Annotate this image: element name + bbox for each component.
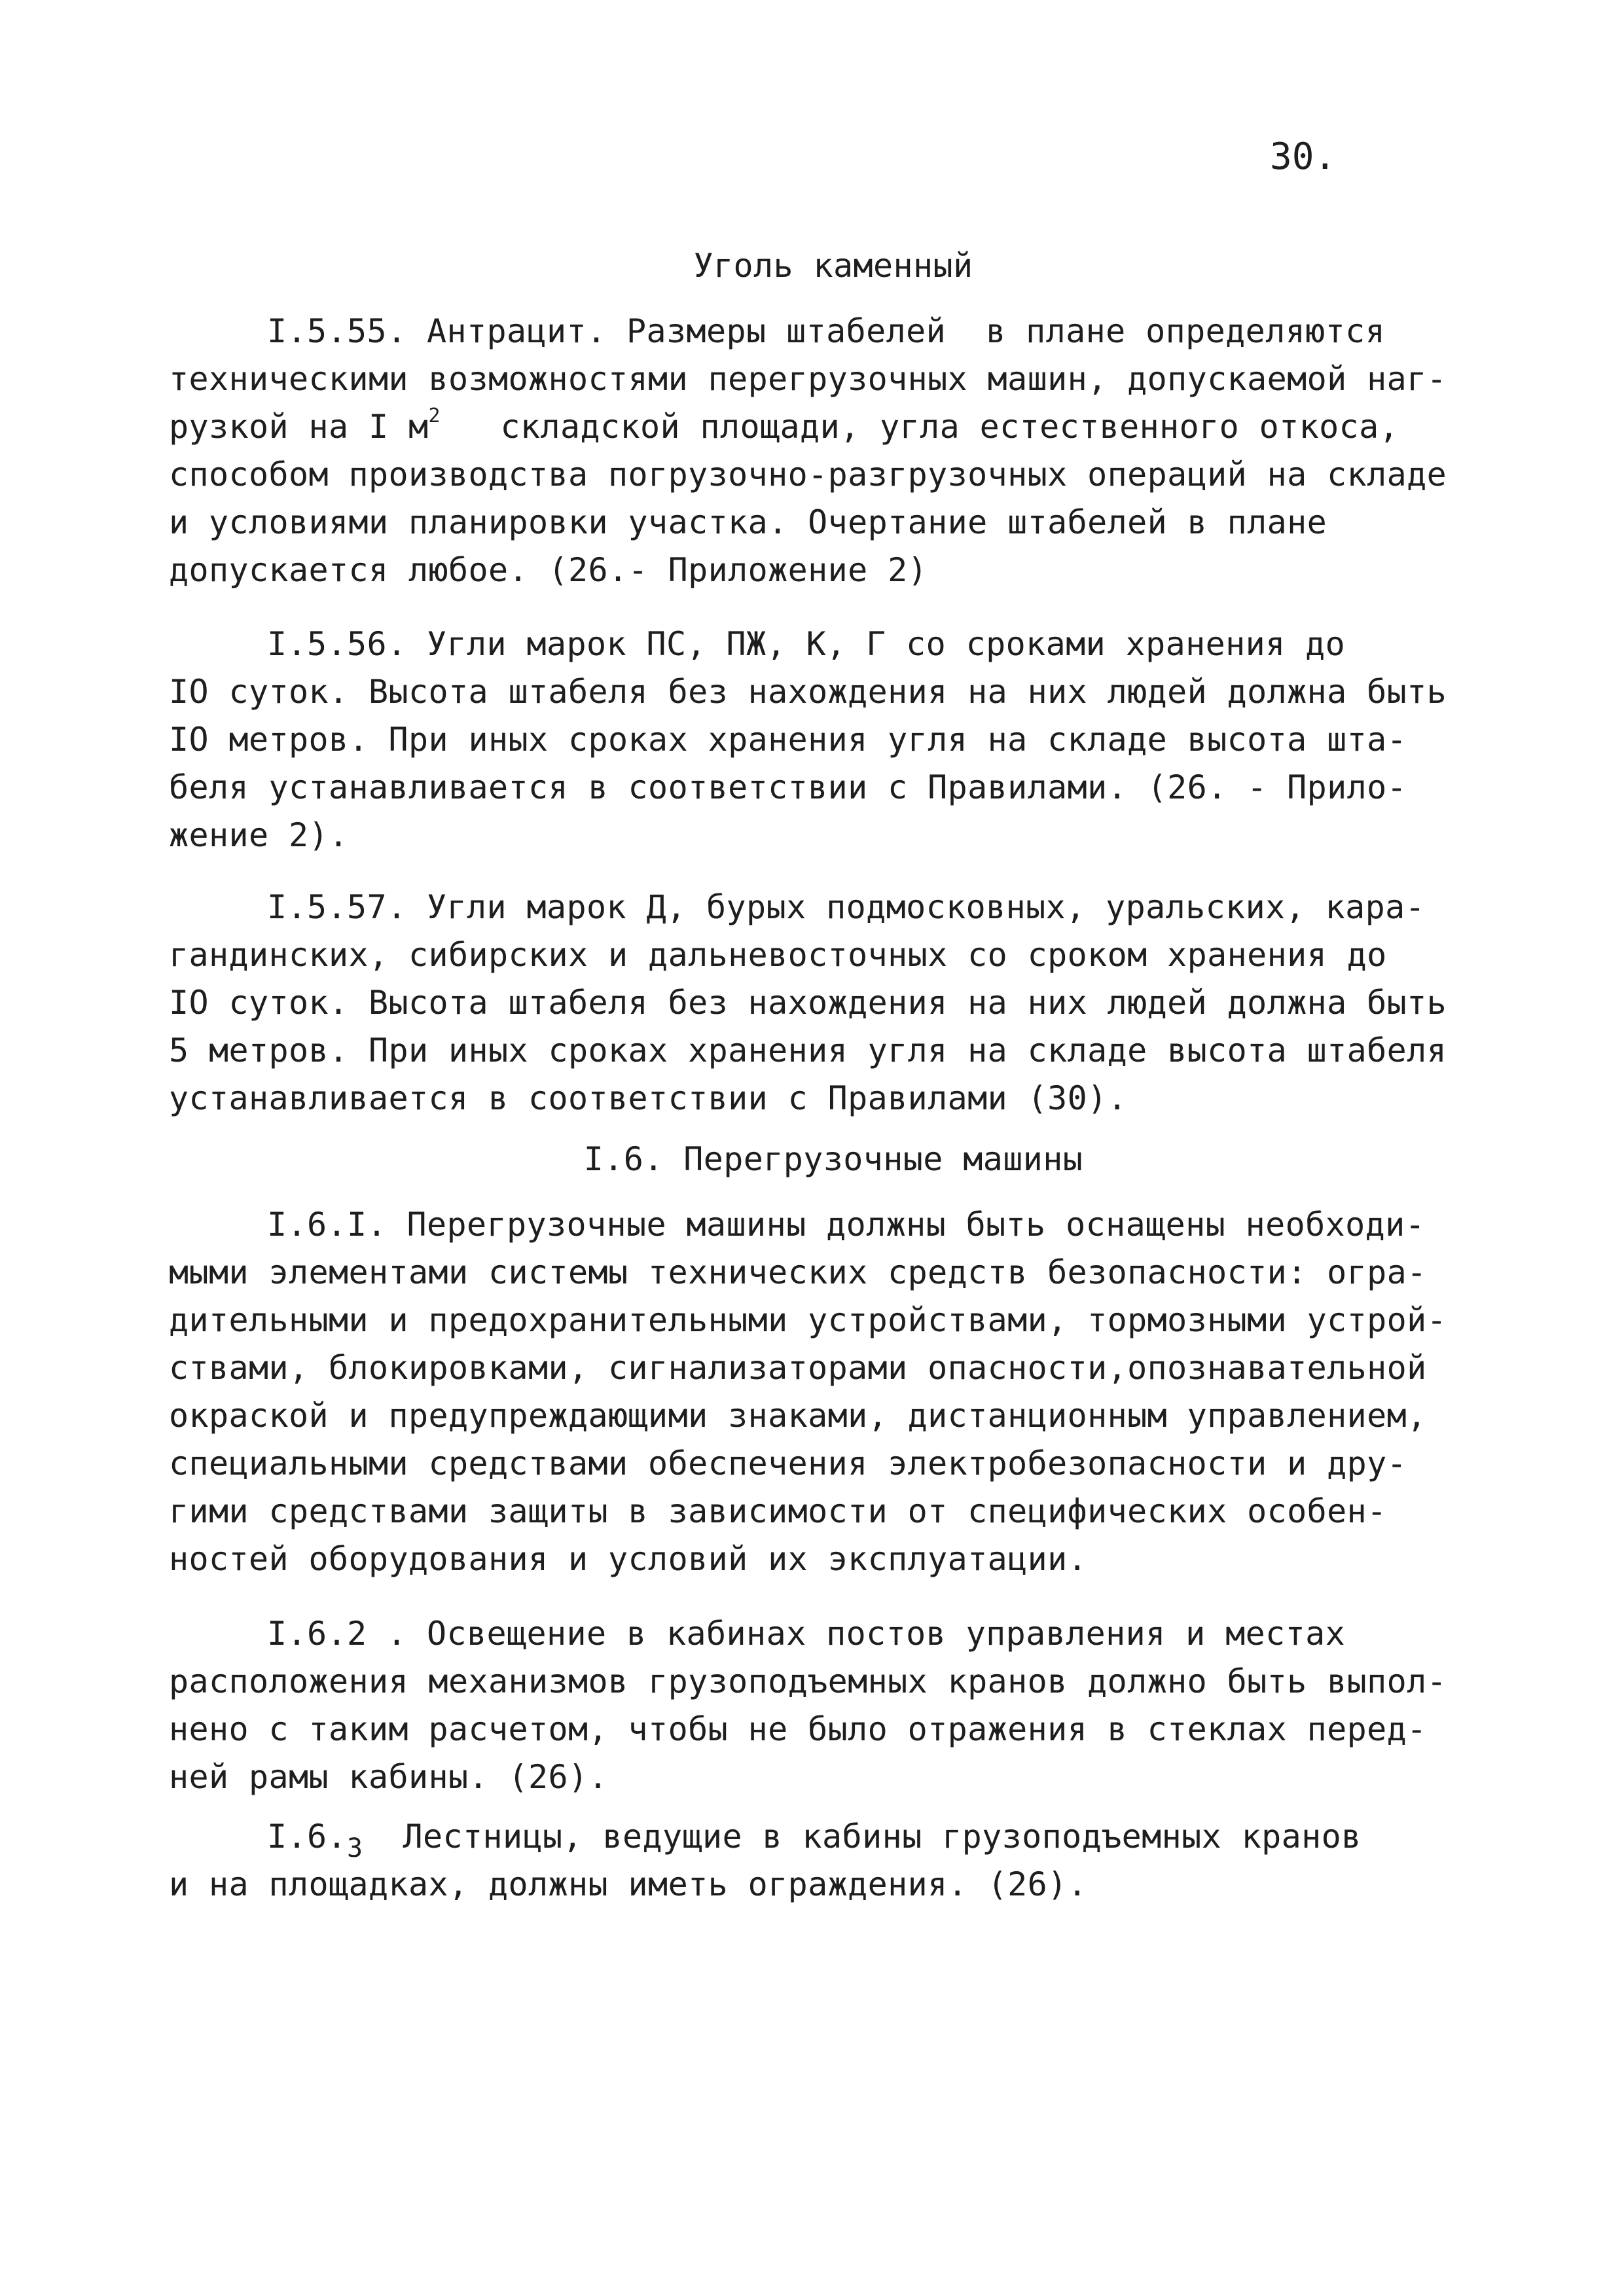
paragraph-line: ствами, блокировками, сигнализаторами опасности,опознавательной [169, 1349, 1427, 1387]
paragraph-1-6-1 [169, 1201, 1498, 1583]
paragraph-line: и на площадках, должны иметь ограждения. (26). [169, 1865, 1088, 1903]
paragraph-line: гандинских, сибирских и дальневосточных со сроком хранения до [169, 936, 1387, 974]
paragraph-line: беля устанавливается в соответствии с Правилами. (26. - Прило- [169, 768, 1407, 806]
paragraph-line: IO метров. При иных сроках хранения угля на складе высота шта- [169, 721, 1407, 759]
paragraph-line: мыми элементами системы технических средств безопасности: огра- [169, 1253, 1427, 1291]
paragraph-line: нено с таким расчетом, чтобы не было отражения в стеклах перед- [169, 1710, 1427, 1748]
paragraph-line: допускается любое. (26.- Приложение 2) [169, 551, 928, 589]
page-number: 30. [1270, 135, 1337, 178]
paragraph-1-5-57 [169, 884, 1498, 1122]
paragraph-line: окраской и предупреждающими знаками, дистанционным управлением, [169, 1397, 1427, 1435]
paragraph-line: гими средствами защиты в зависимости от специфических особен- [169, 1492, 1387, 1530]
paragraph-line: устанавливается в соответствии с Правилами (30). [169, 1079, 1128, 1117]
section-heading-machines: I.6. Перегрузочные машины [583, 1140, 1083, 1178]
paragraph-line: I.6.I. Перегрузочные машины должны быть оснащены необходи- [267, 1206, 1426, 1244]
subscript-number: 3 [347, 1833, 363, 1863]
paragraph-line: I.6.2 . Освещение в кабинах постов управления и местах [267, 1615, 1346, 1653]
text-fragment: рузкой на I м [169, 408, 429, 446]
section-heading-coal: Уголь каменный [693, 247, 973, 285]
paragraph-line: расположения механизмов грузоподъемных кранов должно быть выпол- [169, 1662, 1447, 1700]
paragraph-1-5-55 [169, 308, 1498, 594]
paragraph-line: дительными и предохранительными устройствами, тормозными устрой- [169, 1301, 1447, 1339]
paragraph-line: 5 метров. При иных сроках хранения угля на складе высота штабеля [169, 1031, 1447, 1069]
paragraph-line: I.5.56. Угли марок ПС, ПЖ, К, Г со сроками хранения до [267, 625, 1346, 663]
paragraph-line: и условиями планировки участка. Очертание штабелей в плане [169, 503, 1327, 541]
paragraph-line: I.5.57. Угли марок Д, бурых подмосковных, уральских, кара- [267, 888, 1426, 926]
text-fragment: складской площади, угла естественного откоса, [441, 408, 1399, 446]
paragraph-line: ностей оборудования и условий их эксплуатации. [169, 1540, 1088, 1578]
paragraph-line: техническими возможностями перегрузочных машин, допускаемой наг- [169, 360, 1447, 398]
paragraph-1-5-56 [169, 620, 1498, 859]
paragraph-1-6-3 [169, 1813, 1498, 1909]
machines-heading-block [169, 1136, 1498, 1183]
text-fragment: I.6. [267, 1818, 348, 1856]
paragraph-line: I.5.55. Антрацит. Размеры штабелей в плане определяются [267, 312, 1386, 350]
paragraph-line: ней рамы кабины. (26). [169, 1758, 609, 1796]
paragraph-line [169, 403, 1498, 451]
superscript-square: 2 [428, 404, 441, 427]
paragraph-line: IO суток. Высота штабеля без нахождения на них людей должна быть [169, 984, 1447, 1022]
paragraph-line [169, 1813, 1498, 1861]
paragraph-line: жение 2). [169, 816, 349, 854]
paragraph-line: специальными средствами обеспечения электробезопасности и дру- [169, 1444, 1407, 1482]
paragraph-line: способом производства погрузочно-разгрузочных операций на складе [169, 456, 1447, 493]
coal-heading-block [169, 242, 1498, 290]
text-fragment: Лестницы, ведущие в кабины грузоподъемных кранов [363, 1818, 1362, 1856]
paragraph-1-6-2 [169, 1610, 1498, 1801]
paragraph-line: IO суток. Высота штабеля без нахождения на них людей должна быть [169, 673, 1447, 711]
